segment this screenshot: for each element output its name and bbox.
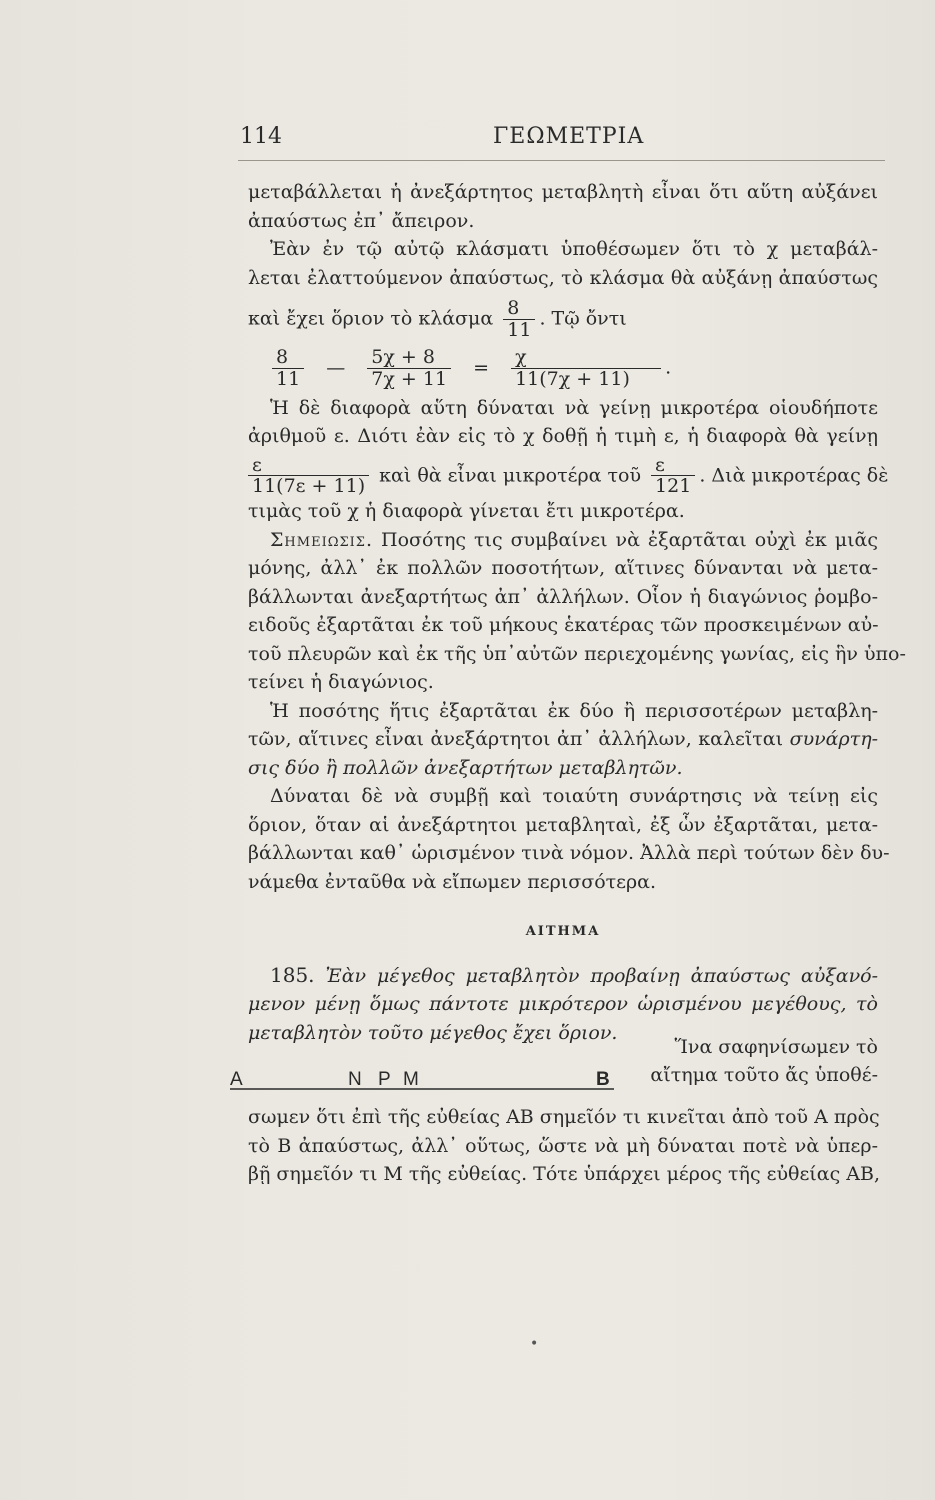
text-fragment: . Τῷ ὄντι — [539, 307, 627, 330]
fraction-numerator: 8 — [503, 298, 535, 320]
fraction-numerator: 8 — [272, 347, 304, 369]
italic-fragment: συνάρτη- — [789, 728, 878, 751]
text-line: Ἡ δὲ διαφορὰ αὕτη δύναται νὰ γείνῃ μικροτέρα οἱουδήποτε — [270, 396, 878, 419]
text-line: ἀπαύστως ἐπ᾽ ἄπειρον. — [248, 209, 475, 232]
text-line: μεταβάλλεται ἡ ἀνεξάρτητος μεταβλητὴ εἶναι ὅτι αὕτη αὐξάνει — [248, 181, 878, 203]
text-line: βάλλωνται καθ᾽ ὡρισμένον τινὰ νόμον. Ἀλλὰ περὶ τούτων δὲν δυ- — [248, 842, 890, 865]
text-line: σωμεν ὅτι ἐπὶ τῆς εὐθείας ΑΒ σημεῖόν τι κινεῖται ἀπὸ τοῦ Α πρὸς — [248, 1106, 880, 1129]
section-heading: ΑΙΤΗΜΑ — [525, 924, 601, 940]
text-fragment: . Διὰ μικροτέρας δὲ — [699, 463, 889, 486]
fraction-denominator: 11 — [507, 318, 532, 341]
text-line: Ἐὰν ἐν τῷ αὐτῷ κλάσματι ὑποθέσωμεν ὅτι τὸ χ μεταβάλ- — [270, 238, 878, 260]
text-line: ὅριον, ὅταν αἱ ἀνεξάρτητοι μεταβληταὶ, ἐξ ὧν ἐξαρτᾶται, μετα- — [248, 813, 878, 836]
equation-fraction-3 — [511, 347, 661, 390]
text-fragment: Ποσότης τις συμβαίνει νὰ ἐξαρτᾶται οὐχὶ ἐκ μιᾶς — [381, 528, 878, 551]
line-segment-diagram — [228, 1047, 628, 1103]
text-line: Δύναται δὲ νὰ συμβῇ καὶ τοιαύτη συνάρτησις νὰ τείνῃ εἰς — [270, 785, 878, 808]
page-number: 114 — [240, 124, 282, 149]
text-fragment: Ἵνα σαφηνίσωμεν τὸ — [674, 1036, 878, 1059]
label-p: P — [378, 1069, 391, 1091]
diagram-row — [230, 1036, 878, 1103]
text-fragment: καὶ θὰ εἶναι μικροτέρα τοῦ — [379, 463, 641, 486]
page-body — [230, 178, 906, 1189]
equation-fraction-2 — [367, 347, 451, 390]
article-number: 185. — [270, 962, 315, 987]
text-line — [248, 725, 878, 754]
text-line: νάμεθα ἐνταῦθα νὰ εἴπωμεν περισσότερα. — [248, 870, 657, 893]
fraction-denominator: 121 — [655, 475, 692, 498]
text-line: λεται ἐλαττούμενον ἀπαύστως, τὸ κλάσμα θὰ αὐξάνῃ ἀπαύστως — [248, 266, 878, 289]
remark-label: Σημειωσις. — [270, 528, 374, 551]
fraction-numerator: ε — [651, 455, 695, 477]
text-line-italic: μενον μένῃ ὅμως πάντοτε μικρότερον ὡρισμένου μεγέθους, τὸ — [248, 993, 878, 1016]
text-line-italic: σις δύο ἢ πολλῶν ἀνεξαρτήτων μεταβλητῶν. — [248, 756, 683, 779]
fraction-8-11 — [503, 298, 535, 341]
equation-fraction-1 — [272, 347, 304, 390]
fraction-denominator: 11(7χ + 11) — [515, 367, 630, 390]
fraction-epsilon-121 — [651, 455, 695, 498]
fraction-numerator: 5χ + 8 — [367, 347, 451, 369]
fraction-numerator: χ — [511, 347, 661, 369]
label-b: B — [596, 1069, 610, 1091]
text-line-with-fraction — [248, 453, 889, 498]
text-fragment: καὶ ἔχει ὅριον τὸ κλάσμα — [248, 307, 494, 330]
equals-sign: = — [473, 356, 490, 379]
running-title: ΓΕΩΜΕΤΡΙΑ — [493, 124, 645, 149]
fraction-denominator: 11 — [276, 367, 301, 390]
text-line: ἀριθμοῦ ε. Διότι ἐὰν εἰς τὸ χ δοθῇ ἡ τιμὴ ε, ἡ διαφορὰ θὰ γείνῃ — [248, 425, 878, 448]
text-line — [248, 961, 878, 991]
italic-fragment: Ἐὰν μέγεθος μεταβλητὸν προβαίνῃ ἀπαύστως αὐξανό- — [325, 964, 878, 987]
minus-sign: — — [326, 356, 346, 379]
text-line-with-fraction — [248, 298, 878, 341]
text-line-italic: μεταβλητὸν τοῦτο μέγεθος ἔχει ὅριον. — [248, 1021, 618, 1044]
text-line: τείνει ἡ διαγώνιος. — [248, 671, 434, 694]
fraction-denominator: 7χ + 11 — [371, 367, 448, 390]
text-line: Ἡ ποσότης ἥτις ἐξαρτᾶται ἐκ δύο ἢ περισσοτέρων μεταβλη- — [270, 699, 878, 722]
text-line — [248, 526, 878, 555]
text-line: ειδοῦς ἐξαρτᾶται ἐκ τοῦ μήκους ἑκατέρας τῶν προσκειμένων αὐ- — [248, 614, 879, 637]
equation — [268, 347, 878, 390]
label-a: A — [230, 1069, 243, 1091]
text-line: τιμὰς τοῦ χ ἡ διαφορὰ γίνεται ἔτι μικροτέρα. — [248, 500, 685, 523]
running-header — [238, 124, 885, 164]
text-fragment: τῶν, αἵτινες εἶναι ἀνεξάρτητοι ἀπ᾽ ἀλλήλων, καλεῖται — [248, 728, 784, 751]
text-line: βάλλωνται ἀνεξαρτήτως ἀπ᾽ ἀλλήλων. Οἷον ἡ διαγώνιος ῥομβο- — [248, 585, 878, 608]
fraction-numerator: ε — [248, 455, 369, 477]
equation-period: . — [665, 356, 672, 379]
text-line: τὸ Β ἀπαύστως, ἀλλ᾽ οὕτως, ὥστε νὰ μὴ δύναται ποτὲ νὰ ὑπερ- — [248, 1134, 878, 1157]
label-m: M — [403, 1069, 419, 1091]
label-n: N — [348, 1069, 362, 1091]
text-line: τοῦ πλευρῶν καὶ ἐκ τῆς ὑπ᾽αὐτῶν περιεχομένης γωνίας, εἰς ἣν ὑπο- — [248, 642, 906, 665]
fraction-denominator: 11(7ε + 11) — [252, 475, 366, 498]
text-fragment: αἴτημα τοῦτο ἄς ὑποθέ- — [650, 1064, 878, 1087]
header-rule — [238, 160, 885, 161]
fraction-epsilon-expr — [248, 455, 369, 498]
text-line: βῇ σημεῖόν τι Μ τῆς εὐθείας. Τότε ὑπάρχει μέρος τῆς εὐθείας ΑΒ, — [248, 1163, 880, 1186]
ink-mark: • — [530, 1336, 539, 1352]
text-line: μόνης, ἀλλ᾽ ἐκ πολλῶν ποσοτήτων, αἵτινες δύνανται νὰ μετα- — [248, 557, 878, 580]
